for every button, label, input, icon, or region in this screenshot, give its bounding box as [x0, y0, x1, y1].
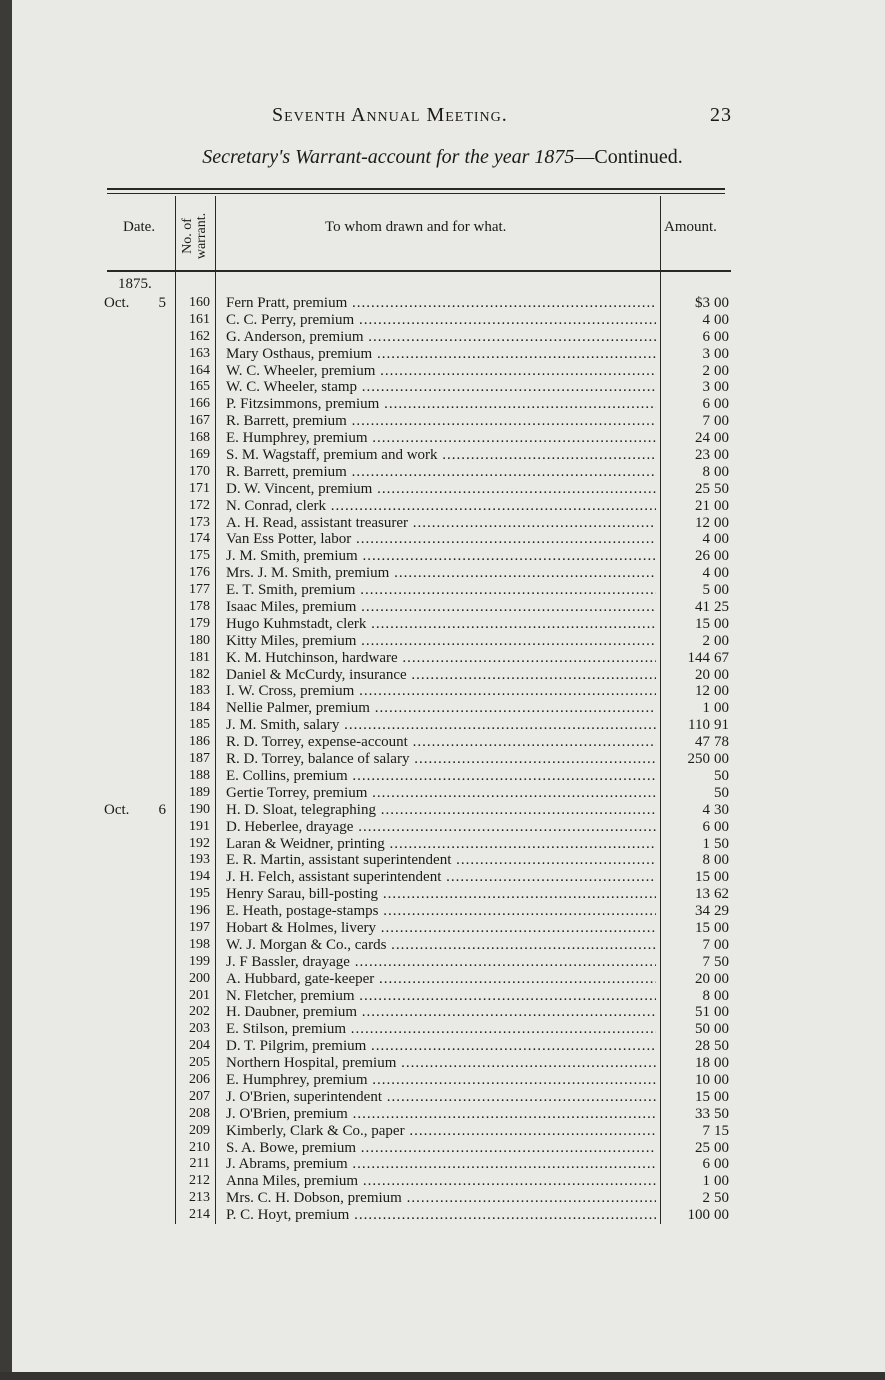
- amount-cents: 00: [714, 295, 729, 311]
- table-row: [0, 346, 885, 363]
- amount-cents: 00: [714, 1139, 729, 1156]
- amount-dollars: 2: [702, 632, 710, 649]
- warrant-number: 210: [189, 1139, 210, 1155]
- column-header-warrant-number: [175, 198, 215, 266]
- table-row: [0, 819, 885, 836]
- table-row: [0, 700, 885, 717]
- table-row: [0, 633, 885, 650]
- payee-description: Mrs. J. M. Smith, premium .....: [226, 565, 656, 582]
- warrant-number: 169: [189, 447, 210, 463]
- payee-description: Kimberly, Clark & Co., paper .....: [226, 1123, 656, 1140]
- amount-cents: 50: [714, 784, 729, 801]
- payee-description: Laran & Weidner, printing .....: [226, 836, 656, 853]
- amount-dollars: 12: [695, 514, 710, 531]
- warrant-number: 170: [189, 463, 210, 479]
- table-row: [0, 1156, 885, 1173]
- payee-description: E. R. Martin, assistant superintendent .....: [226, 852, 656, 869]
- amount-cents: 50: [714, 1105, 729, 1122]
- warrant-number: 175: [189, 548, 210, 564]
- amount-dollars: 33: [695, 1105, 710, 1122]
- amount-dollars: 24: [695, 430, 710, 447]
- payee-description: J. O'Brien, superintendent .....: [226, 1089, 656, 1106]
- warrant-number: 166: [189, 396, 210, 412]
- amount-cents: 00: [714, 514, 729, 531]
- amount-cents: 00: [714, 1207, 729, 1224]
- payee-description: W. C. Wheeler, stamp .....: [226, 379, 656, 396]
- table-row: [0, 447, 885, 464]
- warrant-number: 187: [189, 751, 210, 767]
- amount-cents: 00: [714, 1173, 729, 1190]
- amount-dollars: 250: [687, 751, 710, 768]
- table-row: [0, 802, 885, 819]
- amount-dollars: 4: [702, 801, 710, 818]
- payee-description: R. Barrett, premium .....: [226, 413, 656, 430]
- table-row: [0, 312, 885, 329]
- payee-description: J. M. Smith, salary .....: [226, 717, 656, 734]
- payee-description: E. Humphrey, premium .....: [226, 1072, 656, 1089]
- table-row: [0, 836, 885, 853]
- amount-cents: 00: [714, 328, 729, 345]
- amount-cents: 00: [714, 683, 729, 700]
- warrant-table-body: [0, 295, 885, 1224]
- amount-cents: 00: [714, 1088, 729, 1105]
- entry-day: 6: [158, 801, 166, 818]
- warrant-number: 172: [189, 497, 210, 513]
- payee-description: Isaac Miles, premium .....: [226, 599, 656, 616]
- amount-cents: 00: [714, 531, 729, 548]
- payee-description: S. M. Wagstaff, premium and work .....: [226, 447, 656, 464]
- amount-cents: 00: [714, 345, 729, 362]
- amount-dollars: 110: [688, 717, 710, 734]
- amount-dollars: 144: [687, 649, 710, 666]
- table-row: [0, 582, 885, 599]
- amount-cents: 50: [714, 480, 729, 497]
- warrant-number: 192: [189, 835, 210, 851]
- warrant-number: 200: [189, 970, 210, 986]
- amount-dollars: 50: [695, 1021, 710, 1038]
- warrant-number: 174: [189, 531, 210, 547]
- table-row: [0, 869, 885, 886]
- amount-dollars: 5: [702, 582, 710, 599]
- warrant-number: 194: [189, 869, 210, 885]
- warrant-number: 161: [189, 311, 210, 327]
- table-row: [0, 954, 885, 971]
- payee-description: J. M. Smith, premium .....: [226, 548, 656, 565]
- payee-description: H. Daubner, premium .....: [226, 1004, 656, 1021]
- table-row: [0, 1038, 885, 1055]
- table-row: [0, 379, 885, 396]
- amount-dollars: 8: [702, 463, 710, 480]
- warrant-number: 191: [189, 818, 210, 834]
- payee-description: Northern Hospital, premium .....: [226, 1055, 656, 1072]
- amount-cents: 00: [714, 430, 729, 447]
- amount-cents: 00: [714, 751, 729, 768]
- payee-description: Hobart & Holmes, livery .....: [226, 920, 656, 937]
- warrant-number: 197: [189, 919, 210, 935]
- amount-cents: 00: [714, 548, 729, 565]
- warrant-number: 206: [189, 1071, 210, 1087]
- payee-description: G. Anderson, premium .....: [226, 329, 656, 346]
- amount-cents: 00: [714, 852, 729, 869]
- amount-dollars: 13: [695, 886, 710, 903]
- table-row: [0, 1055, 885, 1072]
- warrant-number: 173: [189, 514, 210, 530]
- payee-description: J. Abrams, premium .....: [226, 1156, 656, 1173]
- warrant-number: 180: [189, 632, 210, 648]
- amount-cents: 00: [714, 1071, 729, 1088]
- table-title-continued: —Continued.: [574, 146, 683, 168]
- amount-dollars: 7: [702, 1122, 710, 1139]
- amount-dollars: 47: [695, 734, 710, 751]
- amount-cents: 50: [714, 767, 729, 784]
- warrant-number: 201: [189, 987, 210, 1003]
- amount-dollars: 12: [695, 683, 710, 700]
- payee-description: W. C. Wheeler, premium .....: [226, 363, 656, 380]
- amount-dollars: 10: [695, 1071, 710, 1088]
- amount-cents: 15: [714, 1122, 729, 1139]
- table-row: [0, 937, 885, 954]
- running-title: Seventh Annual Meeting.: [272, 104, 508, 126]
- warrant-number: 198: [189, 936, 210, 952]
- payee-description: P. Fitzsimmons, premium .....: [226, 396, 656, 413]
- payee-description: Gertie Torrey, premium .....: [226, 785, 656, 802]
- table-row: [0, 1123, 885, 1140]
- warrant-number: 213: [189, 1190, 210, 1206]
- payee-description: A. H. Read, assistant treasurer .....: [226, 515, 656, 532]
- warrant-number: 188: [189, 767, 210, 783]
- table-row: [0, 396, 885, 413]
- amount-cents: 50: [714, 835, 729, 852]
- amount-dollars: 23: [695, 447, 710, 464]
- amount-dollars: 21: [695, 497, 710, 514]
- table-row: [0, 886, 885, 903]
- page-header: [272, 104, 732, 128]
- amount-cents: 00: [714, 396, 729, 413]
- table-row: [0, 734, 885, 751]
- amount-dollars: 4: [702, 531, 710, 548]
- amount-dollars: 25: [695, 1139, 710, 1156]
- table-title-italic: Secretary's Warrant-account for the year 1875: [202, 146, 575, 168]
- table-row: [0, 1173, 885, 1190]
- amount-dollars: 6: [702, 396, 710, 413]
- amount-cents: 00: [714, 362, 729, 379]
- amount-cents: 00: [714, 632, 729, 649]
- table-row: [0, 1190, 885, 1207]
- payee-description: E. Collins, premium .....: [226, 768, 656, 785]
- amount-dollars: 7: [702, 953, 710, 970]
- warrant-number: 160: [189, 295, 210, 310]
- warrant-number: 209: [189, 1122, 210, 1138]
- payee-description: D. W. Vincent, premium .....: [226, 481, 656, 498]
- amount-cents: 00: [714, 379, 729, 396]
- payee-description: E. T. Smith, premium .....: [226, 582, 656, 599]
- payee-description: N. Fletcher, premium .....: [226, 988, 656, 1005]
- table-row: [0, 329, 885, 346]
- amount-dollars: 6: [702, 328, 710, 345]
- table-row: [0, 498, 885, 515]
- payee-description: Henry Sarau, bill-posting .....: [226, 886, 656, 903]
- table-row: [0, 599, 885, 616]
- entry-month: Oct.: [104, 295, 130, 311]
- payee-description: J. O'Brien, premium .....: [226, 1106, 656, 1123]
- amount-dollars: $3: [695, 295, 710, 311]
- amount-dollars: 2: [702, 1190, 710, 1207]
- payee-description: S. A. Bowe, premium .....: [226, 1140, 656, 1157]
- amount-cents: 62: [714, 886, 729, 903]
- payee-description: R. Barrett, premium .....: [226, 464, 656, 481]
- amount-cents: 00: [714, 463, 729, 480]
- amount-dollars: 4: [702, 311, 710, 328]
- table-row: [0, 751, 885, 768]
- amount-dollars: 41: [695, 599, 710, 616]
- table-row: [0, 1106, 885, 1123]
- warrant-number: 164: [189, 362, 210, 378]
- amount-cents: 78: [714, 734, 729, 751]
- payee-description: N. Conrad, clerk .....: [226, 498, 656, 515]
- payee-description: I. W. Cross, premium .....: [226, 683, 656, 700]
- amount-dollars: 15: [695, 869, 710, 886]
- amount-cents: 25: [714, 599, 729, 616]
- payee-description: W. J. Morgan & Co., cards .....: [226, 937, 656, 954]
- amount-cents: 00: [714, 1004, 729, 1021]
- page-bottom-edge: [0, 1372, 885, 1380]
- table-row: [0, 1072, 885, 1089]
- amount-dollars: 34: [695, 903, 710, 920]
- warrant-number: 163: [189, 345, 210, 361]
- warrant-number: 178: [189, 599, 210, 615]
- table-row: [0, 667, 885, 684]
- warrant-number: 205: [189, 1055, 210, 1071]
- warrant-number: 181: [189, 649, 210, 665]
- table-row: [0, 852, 885, 869]
- amount-cents: 00: [714, 565, 729, 582]
- table-row: [0, 548, 885, 565]
- table-row: [0, 920, 885, 937]
- amount-cents: 50: [714, 953, 729, 970]
- amount-cents: 50: [714, 1038, 729, 1055]
- warrant-number: 212: [189, 1173, 210, 1189]
- warrant-number: 182: [189, 666, 210, 682]
- amount-dollars: 4: [702, 565, 710, 582]
- amount-cents: 00: [714, 970, 729, 987]
- amount-cents: 30: [714, 801, 729, 818]
- amount-dollars: 18: [695, 1055, 710, 1072]
- amount-cents: 67: [714, 649, 729, 666]
- table-row: [0, 363, 885, 380]
- page-number: 23: [710, 104, 732, 126]
- payee-description: Kitty Miles, premium .....: [226, 633, 656, 650]
- payee-description: Nellie Palmer, premium .....: [226, 700, 656, 717]
- warrant-number: 165: [189, 379, 210, 395]
- table-row: [0, 295, 885, 312]
- table-row: [0, 565, 885, 582]
- amount-dollars: 20: [695, 970, 710, 987]
- payee-description: D. Heberlee, drayage .....: [226, 819, 656, 836]
- payee-description: Mrs. C. H. Dobson, premium .....: [226, 1190, 656, 1207]
- amount-cents: 00: [714, 869, 729, 886]
- amount-dollars: 15: [695, 919, 710, 936]
- amount-cents: 50: [714, 1190, 729, 1207]
- table-row: [0, 413, 885, 430]
- payee-description: R. D. Torrey, balance of salary .....: [226, 751, 656, 768]
- amount-dollars: 1: [702, 1173, 710, 1190]
- amount-cents: 00: [714, 1021, 729, 1038]
- payee-description: E. Stilson, premium .....: [226, 1021, 656, 1038]
- warrant-number: 185: [189, 717, 210, 733]
- amount-dollars: 8: [702, 852, 710, 869]
- column-header-warrant-number-text: No. of warrant.: [180, 212, 209, 260]
- entry-month: Oct.: [104, 801, 130, 818]
- amount-dollars: 7: [702, 413, 710, 430]
- amount-dollars: 8: [702, 987, 710, 1004]
- amount-dollars: 1: [702, 835, 710, 852]
- top-rule-thick: [107, 188, 725, 190]
- column-header-amount: Amount.: [664, 219, 717, 235]
- payee-description: J. F Bassler, drayage .....: [226, 954, 656, 971]
- entry-day: 5: [158, 295, 166, 311]
- payee-description: J. H. Felch, assistant superintendent .....: [226, 869, 656, 886]
- table-row: [0, 1140, 885, 1157]
- amount-cents: 00: [714, 818, 729, 835]
- table-row: [0, 717, 885, 734]
- amount-cents: 00: [714, 311, 729, 328]
- amount-cents: 29: [714, 903, 729, 920]
- warrant-number: 211: [189, 1156, 210, 1172]
- amount-dollars: 51: [695, 1004, 710, 1021]
- payee-description: P. C. Hoyt, premium .....: [226, 1207, 656, 1224]
- table-title: [0, 146, 885, 169]
- payee-description: Hugo Kuhmstadt, clerk .....: [226, 616, 656, 633]
- table-row: [0, 616, 885, 633]
- amount-cents: 00: [714, 1156, 729, 1173]
- warrant-number: 171: [189, 480, 210, 496]
- payee-description: K. M. Hutchinson, hardware .....: [226, 650, 656, 667]
- amount-dollars: 28: [695, 1038, 710, 1055]
- amount-dollars: 1: [702, 700, 710, 717]
- payee-description: E. Humphrey, premium .....: [226, 430, 656, 447]
- amount-cents: 00: [714, 1055, 729, 1072]
- payee-description: Fern Pratt, premium .....: [226, 295, 656, 312]
- amount-dollars: 6: [702, 818, 710, 835]
- warrant-number: 199: [189, 953, 210, 969]
- payee-description: C. C. Perry, premium .....: [226, 312, 656, 329]
- warrant-number: 179: [189, 615, 210, 631]
- warrant-number: 207: [189, 1088, 210, 1104]
- amount-cents: 00: [714, 919, 729, 936]
- amount-cents: 00: [714, 987, 729, 1004]
- amount-dollars: 7: [702, 936, 710, 953]
- amount-dollars: 3: [702, 345, 710, 362]
- payee-description: Daniel & McCurdy, insurance .....: [226, 667, 656, 684]
- warrant-number: 193: [189, 852, 210, 868]
- table-row: [0, 531, 885, 548]
- column-header-date: Date.: [123, 219, 156, 235]
- warrant-number: 190: [189, 801, 210, 817]
- payee-description: D. T. Pilgrim, premium .....: [226, 1038, 656, 1055]
- amount-dollars: 2: [702, 362, 710, 379]
- warrant-number: 167: [189, 413, 210, 429]
- table-row: [0, 430, 885, 447]
- warrant-number: 208: [189, 1105, 210, 1121]
- warrant-number: 189: [189, 784, 210, 800]
- warrant-number: 196: [189, 903, 210, 919]
- table-row: [0, 1089, 885, 1106]
- amount-dollars: 6: [702, 1156, 710, 1173]
- warrant-number: 177: [189, 582, 210, 598]
- amount-cents: 00: [714, 615, 729, 632]
- table-row: [0, 785, 885, 802]
- warrant-number: 214: [189, 1207, 210, 1223]
- table-row: [0, 903, 885, 920]
- amount-dollars: 15: [695, 615, 710, 632]
- amount-cents: 00: [714, 447, 729, 464]
- warrant-number: 195: [189, 886, 210, 902]
- payee-description: E. Heath, postage-stamps .....: [226, 903, 656, 920]
- table-row: [0, 1021, 885, 1038]
- table-row: [0, 464, 885, 481]
- table-row: [0, 481, 885, 498]
- amount-cents: 00: [714, 666, 729, 683]
- warrant-number: 168: [189, 430, 210, 446]
- warrant-number: 186: [189, 734, 210, 750]
- payee-description: Mary Osthaus, premium .....: [226, 346, 656, 363]
- payee-description: H. D. Sloat, telegraphing .....: [226, 802, 656, 819]
- warrant-number: 203: [189, 1021, 210, 1037]
- table-row: [0, 1207, 885, 1224]
- payee-description: A. Hubbard, gate-keeper .....: [226, 971, 656, 988]
- amount-dollars: 15: [695, 1088, 710, 1105]
- table-row: [0, 515, 885, 532]
- header-rule: [107, 270, 731, 272]
- amount-cents: 00: [714, 413, 729, 430]
- warrant-number: 176: [189, 565, 210, 581]
- amount-cents: 00: [714, 936, 729, 953]
- table-row: [0, 988, 885, 1005]
- top-rule-thin: [107, 193, 725, 194]
- amount-cents: 00: [714, 582, 729, 599]
- amount-cents: 00: [714, 497, 729, 514]
- payee-description: Van Ess Potter, labor .....: [226, 531, 656, 548]
- table-row: [0, 683, 885, 700]
- amount-dollars: 100: [687, 1207, 710, 1224]
- warrant-number: 204: [189, 1038, 210, 1054]
- table-row: [0, 650, 885, 667]
- payee-description: Anna Miles, premium .....: [226, 1173, 656, 1190]
- amount-cents: 00: [714, 700, 729, 717]
- warrant-number: 162: [189, 328, 210, 344]
- table-row: [0, 768, 885, 785]
- warrant-number: 183: [189, 683, 210, 699]
- amount-dollars: 3: [702, 379, 710, 396]
- amount-cents: 91: [714, 717, 729, 734]
- payee-description: R. D. Torrey, expense-account .....: [226, 734, 656, 751]
- amount-dollars: 26: [695, 548, 710, 565]
- warrant-number: 184: [189, 700, 210, 716]
- warrant-number: 202: [189, 1004, 210, 1020]
- year-label: 1875.: [118, 276, 152, 292]
- column-header-description: To whom drawn and for what.: [325, 219, 507, 235]
- table-row: [0, 1004, 885, 1021]
- amount-dollars: 25: [695, 480, 710, 497]
- table-row: [0, 971, 885, 988]
- amount-dollars: 20: [695, 666, 710, 683]
